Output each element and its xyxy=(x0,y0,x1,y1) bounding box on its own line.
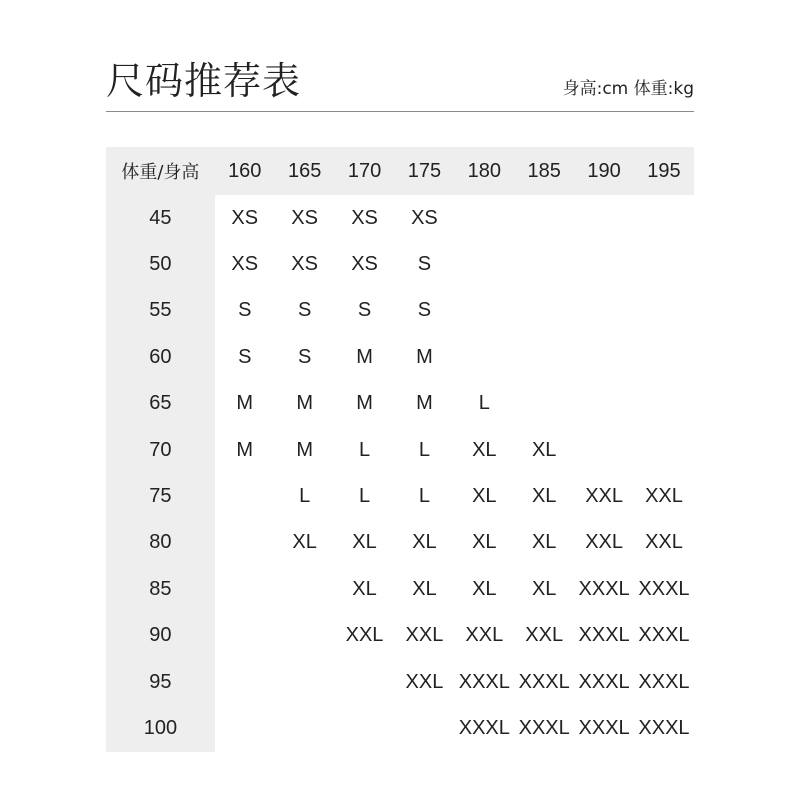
size-cell: S xyxy=(297,345,312,368)
size-cell: XL xyxy=(531,531,557,554)
table-body xyxy=(106,195,694,752)
size-cell: XL xyxy=(412,577,437,600)
size-cell: XXL xyxy=(585,531,623,554)
size-cell: XL xyxy=(472,438,497,461)
table-row xyxy=(106,241,694,287)
table-row xyxy=(106,705,694,751)
size-cell: XXXL xyxy=(518,670,570,693)
title-divider xyxy=(106,111,694,112)
weight-cell: 65 xyxy=(106,381,215,427)
size-cell: XL xyxy=(531,438,557,461)
size-cell: XXXL xyxy=(458,716,510,739)
weight-cell: 55 xyxy=(106,288,215,334)
size-cell: XXXL xyxy=(458,670,510,693)
size-cell: XL xyxy=(472,485,497,508)
height-header: 195 xyxy=(647,159,681,182)
corner-label: 体重/身高 xyxy=(121,162,200,183)
size-cell: XS xyxy=(231,253,259,276)
height-header: 190 xyxy=(587,159,621,182)
size-cell: XXL xyxy=(345,624,384,647)
size-cell: XXXL xyxy=(578,716,630,739)
size-cell: S xyxy=(417,299,432,322)
height-header: 185 xyxy=(527,159,561,182)
weight-cell: 90 xyxy=(106,613,215,659)
size-cell: XL xyxy=(472,531,497,554)
size-cell: XL xyxy=(412,531,437,554)
height-header: 175 xyxy=(407,159,442,182)
size-table xyxy=(106,147,694,752)
size-cell: L xyxy=(358,438,371,461)
size-cell: XS xyxy=(351,253,378,276)
size-cell: XXL xyxy=(645,485,683,508)
size-cell: XXL xyxy=(525,624,564,647)
size-cell: S xyxy=(357,299,372,322)
size-cell: XXL xyxy=(585,485,623,508)
weight-cell: 100 xyxy=(106,705,215,751)
size-cell: S xyxy=(238,345,252,368)
weight-cell: 60 xyxy=(106,334,215,380)
height-header: 165 xyxy=(287,159,322,182)
size-cell: XXXL xyxy=(638,716,690,739)
table-row xyxy=(106,334,694,380)
size-cell: S xyxy=(417,253,432,276)
table-row xyxy=(106,659,694,705)
size-cell: M xyxy=(236,438,254,461)
size-cell: XS xyxy=(411,206,438,229)
size-cell: M xyxy=(356,345,373,368)
size-cell: S xyxy=(238,299,252,322)
size-cell: XXXL xyxy=(578,577,630,600)
size-cell: XXL xyxy=(405,624,444,647)
weight-cell: 70 xyxy=(106,427,215,473)
size-cell: XL xyxy=(531,577,557,600)
table-row xyxy=(106,473,694,519)
size-cell: M xyxy=(416,345,433,368)
size-cell: XXXL xyxy=(578,670,630,693)
size-cell: XL xyxy=(352,531,377,554)
size-cell: XXL xyxy=(645,531,683,554)
size-cell: XL xyxy=(352,577,377,600)
table-header-row xyxy=(106,147,694,195)
weight-cell: 80 xyxy=(106,520,215,566)
size-cell: M xyxy=(296,392,313,415)
size-cell: L xyxy=(418,438,430,461)
table-row xyxy=(106,381,694,427)
weight-cell: 50 xyxy=(106,241,215,287)
table-row xyxy=(106,520,694,566)
weight-cell: 45 xyxy=(106,195,215,241)
weight-cell: 95 xyxy=(106,659,215,705)
size-cell: S xyxy=(297,299,312,322)
size-cell: XXL xyxy=(405,670,444,693)
size-cell: XS xyxy=(291,253,318,276)
height-header: 180 xyxy=(467,159,501,182)
table-row xyxy=(106,427,694,473)
table-row xyxy=(106,288,694,334)
height-header: 160 xyxy=(228,159,262,182)
size-cell: M xyxy=(416,392,433,415)
size-cell: L xyxy=(299,485,311,508)
size-cell: M xyxy=(236,392,254,415)
size-cell: XL xyxy=(531,485,557,508)
weight-cell: 85 xyxy=(106,566,215,612)
size-cell: XXXL xyxy=(578,624,630,647)
size-cell: XXXL xyxy=(518,716,570,739)
size-cell: XL xyxy=(472,577,497,600)
size-cell: M xyxy=(296,438,313,461)
size-cell: XXXL xyxy=(638,670,690,693)
weight-cell: 75 xyxy=(106,473,215,519)
table-row xyxy=(106,566,694,612)
size-cell: XS xyxy=(291,206,318,229)
size-cell: XS xyxy=(231,206,259,229)
size-cell: L xyxy=(478,392,490,415)
page-title: 尺码推荐表 xyxy=(106,59,302,103)
size-cell: M xyxy=(356,392,373,415)
size-cell: XL xyxy=(292,531,317,554)
size-cell: L xyxy=(358,485,371,508)
size-cell: XXXL xyxy=(638,577,690,600)
size-cell: XS xyxy=(351,206,378,229)
height-header: 170 xyxy=(347,159,382,182)
table-row xyxy=(106,195,694,241)
size-cell: XXL xyxy=(465,624,504,647)
size-cell: XXXL xyxy=(638,624,690,647)
table-row xyxy=(106,613,694,659)
units-note: 身高:cm 体重:kg xyxy=(562,79,694,99)
size-cell: L xyxy=(418,485,430,508)
